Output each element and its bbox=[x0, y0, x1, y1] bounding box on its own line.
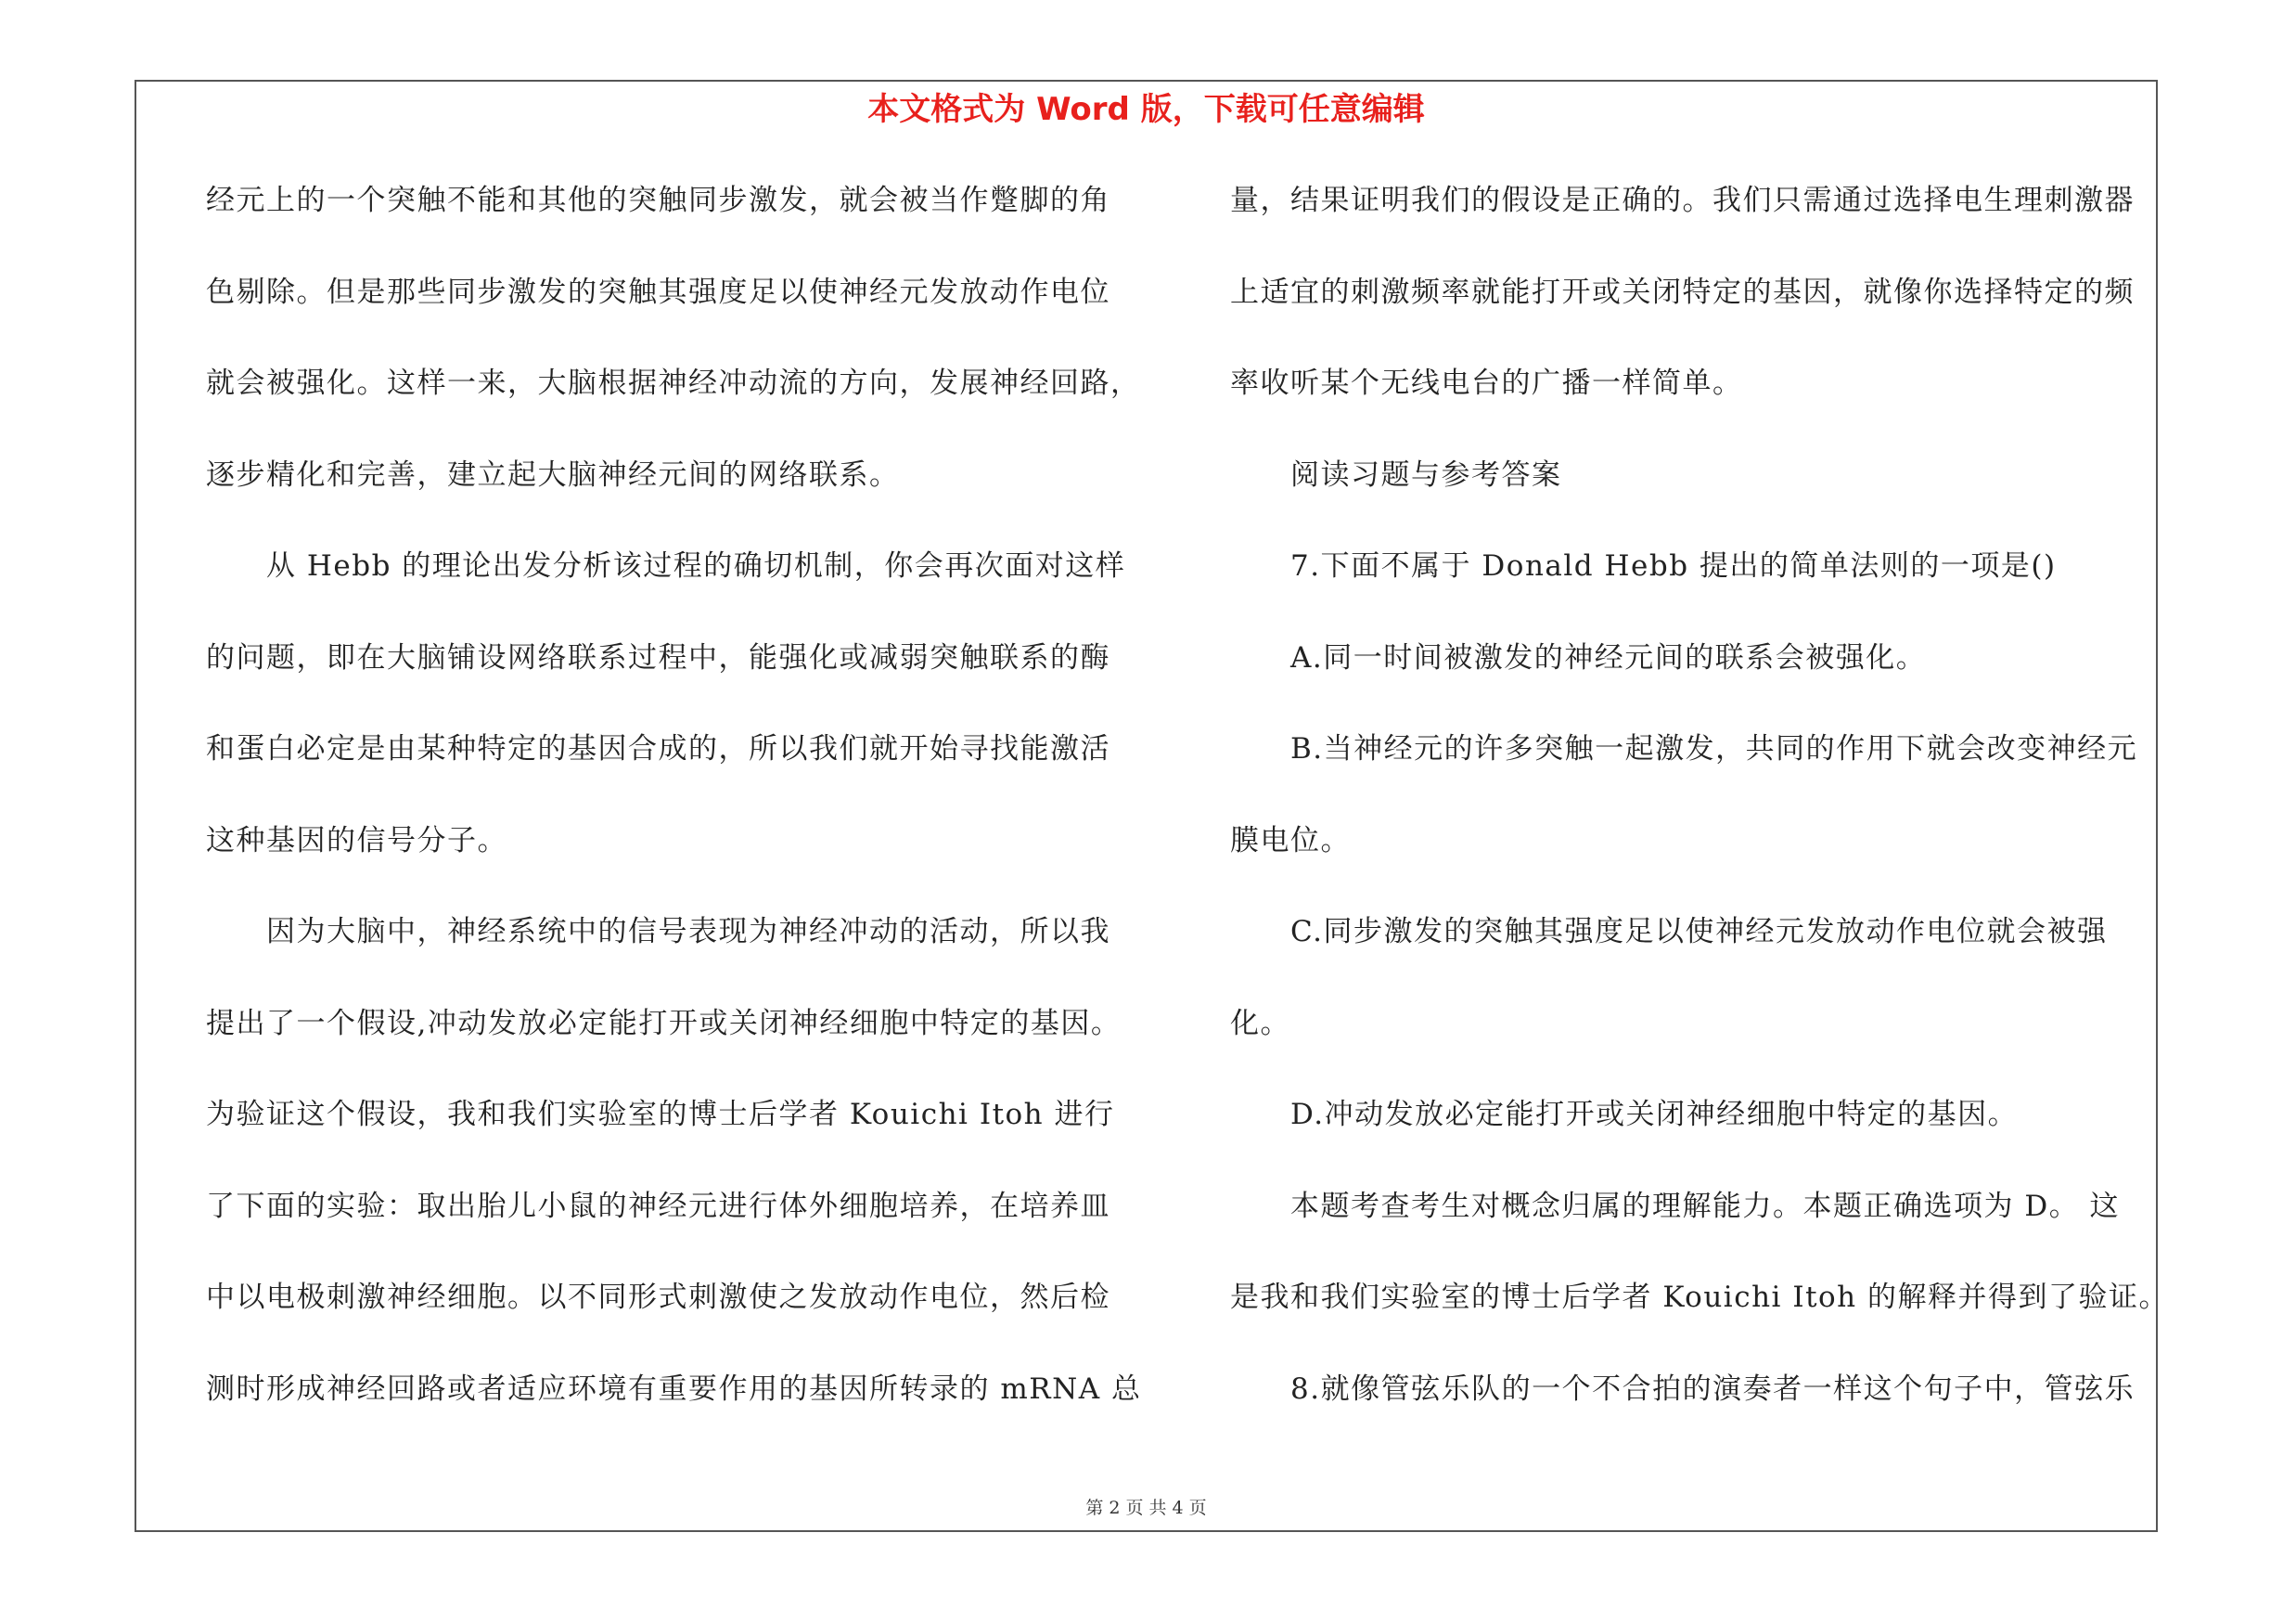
watermark-banner: 本文格式为 Word 版，下载可任意编辑 bbox=[867, 91, 1425, 128]
text-line: 上适宜的刺激频率就能打开或关闭特定的基因，就像你选择特定的频 bbox=[1230, 275, 2135, 309]
text-line: 量，结果证明我们的假设是正确的。我们只需通过选择电生理刺激器 bbox=[1230, 184, 2135, 217]
option-c-continued: 化。 bbox=[1230, 1006, 1290, 1040]
page-number: 第 2 页 共 4 页 bbox=[1085, 1498, 1207, 1518]
left-column bbox=[206, 180, 1142, 1460]
section-heading: 阅读习题与参考答案 bbox=[1230, 457, 1562, 492]
text-line: 的问题，即在大脑铺设网络联系过程中，能强化或减弱突触联系的酶 bbox=[206, 640, 1110, 675]
text-line: 因为大脑中，神经系统中的信号表现为神经冲动的活动，所以我 bbox=[206, 915, 1110, 948]
answer-explanation-continued: 是我和我们实验室的博士后学者 Kouichi Itoh 的解释并得到了验证。 bbox=[1230, 1281, 2170, 1314]
text-line: 就会被强化。这样一来，大脑根据神经冲动流的方向，发展神经回路， bbox=[206, 367, 1141, 400]
answer-explanation: 本题考查考生对概念归属的理解能力。本题正确选项为 D。 这 bbox=[1230, 1189, 2121, 1223]
option-c: C.同步激发的突触其强度足以使神经元发放动作电位就会被强 bbox=[1230, 915, 2108, 948]
right-column bbox=[1230, 180, 2170, 1460]
question-7: 7.下面不属于 Donald Hebb 提出的简单法则的一项是() bbox=[1230, 549, 2057, 583]
text-line: 了下面的实验：取出胎儿小鼠的神经元进行体外细胞培养，在培养皿 bbox=[206, 1189, 1110, 1223]
option-a: A.同一时间被激发的神经元间的联系会被强化。 bbox=[1230, 640, 1927, 675]
text-line: 色剔除。但是那些同步激发的突触其强度足以使神经元发放动作电位 bbox=[206, 275, 1110, 309]
question-8: 8.就像管弦乐队的一个不合拍的演奏者一样这个句子中，管弦乐 bbox=[1230, 1372, 2136, 1406]
text-line: 率收听某个无线电台的广播一样简单。 bbox=[1230, 367, 1743, 400]
text-line: 这种基因的信号分子。 bbox=[206, 823, 507, 857]
text-line: 逐步精化和完善，建立起大脑神经元间的网络联系。 bbox=[206, 457, 900, 492]
text-line: 中以电极刺激神经细胞。以不同形式刺激使之发放动作电位，然后检 bbox=[206, 1281, 1110, 1314]
text-line: 经元上的一个突触不能和其他的突触同步激发，就会被当作蹩脚的角 bbox=[206, 184, 1110, 217]
option-b: B.当神经元的许多突触一起激发，共同的作用下就会改变神经元 bbox=[1230, 732, 2138, 766]
text-line: 为验证这个假设，我和我们实验室的博士后学者 Kouichi Itoh 进行 bbox=[206, 1098, 1115, 1131]
option-d: D.冲动发放必定能打开或关闭神经细胞中特定的基因。 bbox=[1230, 1098, 2019, 1131]
text-line: 和蛋白必定是由某种特定的基因合成的，所以我们就开始寻找能激活 bbox=[206, 732, 1110, 766]
text-line: 提出了一个假设,冲动发放必定能打开或关闭神经细胞中特定的基因。 bbox=[206, 1006, 1122, 1040]
text-line: 测时形成神经回路或者适应环境有重要作用的基因所转录的 mRNA 总 bbox=[206, 1372, 1142, 1406]
text-line: 从 Hebb 的理论出发分析该过程的确切机制，你会再次面对这样 bbox=[206, 549, 1126, 583]
option-b-continued: 膜电位。 bbox=[1230, 823, 1351, 857]
